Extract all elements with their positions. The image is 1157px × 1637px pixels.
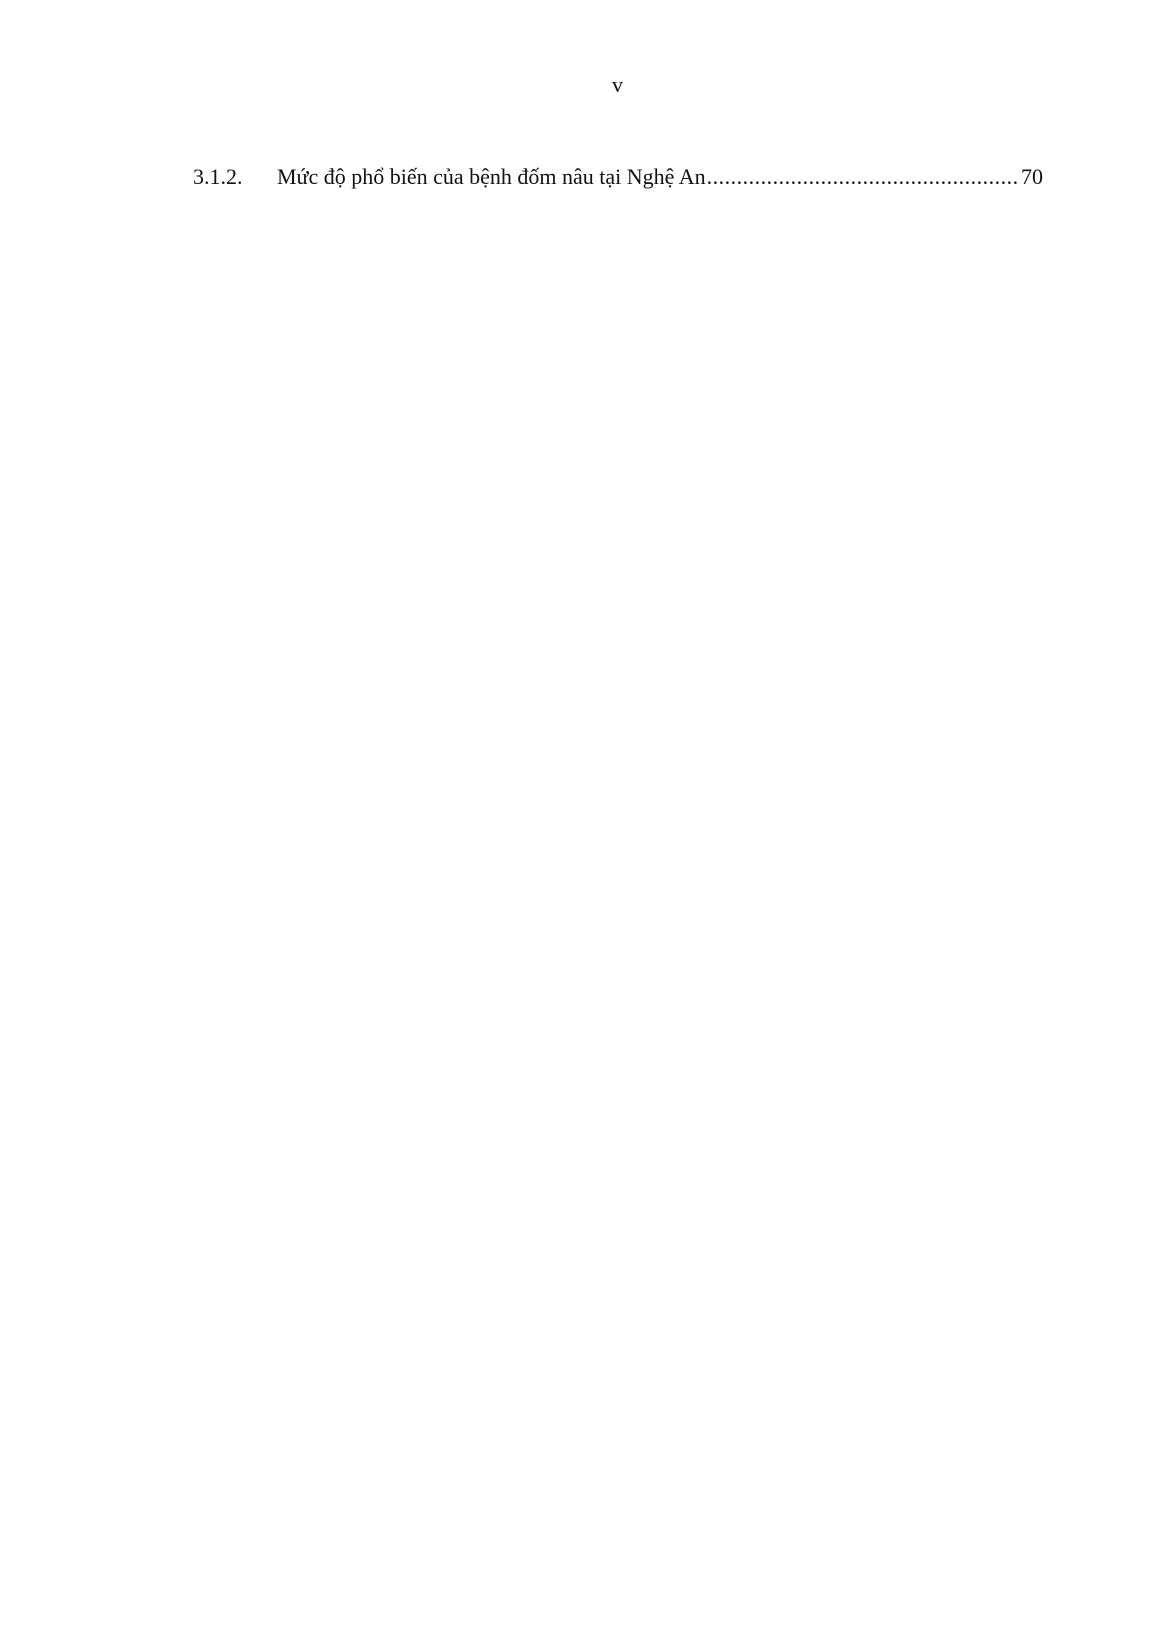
section-number: 3.1.2. xyxy=(193,164,243,189)
dot-leader xyxy=(707,155,1020,199)
title-text xyxy=(277,155,706,199)
table-of-contents xyxy=(0,155,1157,199)
toc-entry[interactable] xyxy=(0,155,1157,199)
section-title xyxy=(277,155,1043,199)
page-number: v xyxy=(612,72,623,97)
title-line-with-leader xyxy=(277,155,1043,199)
page-ref: 70 xyxy=(1021,164,1043,189)
text-segment: Mức độ phổ biến của bệnh đốm nâu tại Nghệ An xyxy=(277,164,706,189)
